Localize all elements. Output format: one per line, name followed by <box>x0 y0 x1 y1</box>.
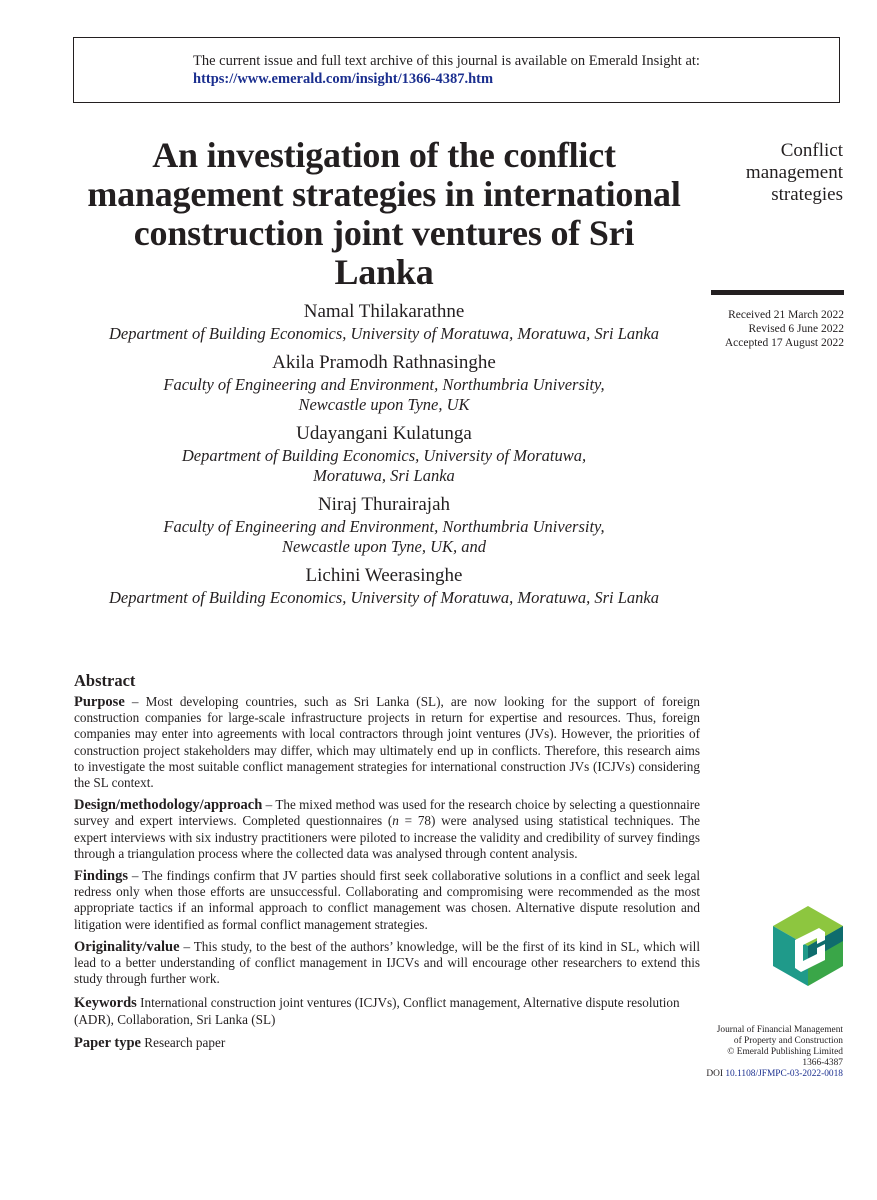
author-affiliation: Department of Building Economics, University of Moratuwa, Moratuwa, Sri Lanka <box>109 588 659 607</box>
author-affiliation: Faculty of Engineering and Environment, Northumbria University, <box>163 517 605 536</box>
header-rule <box>711 290 844 295</box>
author-affiliation: Department of Building Economics, University of Moratuwa, Moratuwa, Sri Lanka <box>109 324 659 343</box>
article-title: An investigation of the conflict management strategies in international construction joint ventures of Sri Lanka <box>87 135 681 292</box>
author-affiliation: Newcastle upon Tyne, UK <box>298 395 470 414</box>
author-block <box>70 351 698 415</box>
author-name: Niraj Thurairajah <box>317 494 451 515</box>
banner-text: The current issue and full text archive of this journal is available on Emerald Insight at: <box>193 53 700 69</box>
keywords-label: Keywords <box>74 995 137 1012</box>
abstract-findings <box>74 868 700 933</box>
author-block <box>70 422 698 486</box>
keywords <box>74 995 700 1027</box>
abstract-heading: Abstract <box>74 671 136 690</box>
abstract-originality <box>74 939 700 988</box>
design-text-continued: = 78) were analysed using statistical techniques. The expert interviews with six industry practitioners were piloted to increase the validity and credibility of survey findings through a triangulation process where the collected data was analysed through content analysis. <box>74 813 700 861</box>
author-name: Namal Thilakarathne <box>303 301 465 322</box>
keywords-text: International construction joint ventures (ICJVs), Conflict management, Alternative dispute resolution (ADR), Collaboration, Sri Lanka (SL) <box>74 995 680 1027</box>
author-affiliation: Faculty of Engineering and Environment, Northumbria University, <box>163 375 605 394</box>
author-block <box>70 300 698 344</box>
findings-label: Findings <box>74 868 128 885</box>
abstract-design <box>74 797 700 862</box>
design-text: – The mixed method was used for the research choice by selecting a questionnaire survey and expert interviews. Completed questionnaires ( <box>74 797 700 829</box>
purpose-label: Purpose <box>74 694 125 710</box>
author-name: Udayangani Kulatunga <box>296 423 472 444</box>
submission-dates <box>700 308 844 350</box>
abstract-purpose <box>74 694 700 791</box>
author-name: Akila Pramodh Rathnasinghe <box>272 352 496 373</box>
running-head-line: Conflict <box>780 140 843 161</box>
running-head-line: management <box>745 162 843 183</box>
paper-type-text: Research paper <box>141 1034 226 1050</box>
journal-url-link[interactable]: https://www.emerald.com/insight/1366-4387.htm <box>193 71 494 87</box>
journal-name-line: Journal of Financial Management <box>716 1025 843 1035</box>
running-head <box>700 140 843 206</box>
design-label: Design/methodology/approach <box>74 797 263 814</box>
originality-label: Originality/value <box>74 938 180 955</box>
doi-label: DOI <box>706 1069 724 1079</box>
author-affiliation: Newcastle upon Tyne, UK, and <box>281 537 487 556</box>
author-affiliation: Department of Building Economics, University of Moratuwa, <box>181 446 587 465</box>
author-affiliation: Moratuwa, Sri Lanka <box>313 466 455 485</box>
abstract-section <box>74 671 700 1057</box>
author-list <box>70 300 698 615</box>
crossmark-logo-icon <box>773 906 843 986</box>
availability-banner <box>73 37 840 103</box>
author-name: Lichini Weerasinghe <box>305 565 463 586</box>
running-head-line: strategies <box>771 184 843 205</box>
journal-name-line: of Property and Construction <box>733 1036 843 1046</box>
paper-type <box>74 1035 700 1051</box>
accepted-date: Accepted 17 August 2022 <box>724 337 844 349</box>
issn: 1366-4387 <box>802 1058 843 1068</box>
revised-date: Revised 6 June 2022 <box>748 323 844 335</box>
purpose-text: – Most developing countries, such as Sri Lanka (SL), are now looking for the support of foreign construction companies for large-scale infrastructure projects in return for expertise and resources. Thus, foreign companies may enter into agreements with local contractors through joint ventures (JVs). However, the priorities of construction project stakeholders may differ, which may ultimately end up in conflicts. Therefore, this research aims to investigate the most suitable conflict management strategies for international construction JVs (ICJVs) considering the SL context. <box>74 694 700 791</box>
author-block <box>70 564 698 608</box>
received-date: Received 21 March 2022 <box>728 309 844 321</box>
copyright-line: © Emerald Publishing Limited <box>727 1047 843 1057</box>
doi-line <box>700 1069 843 1080</box>
originality-text: – This study, to the best of the authors’ knowledge, will be the first of its kind in SL, which will lead to a better understanding of conflict management in IJCVs and will encourage other researchers to extend this study through further work. <box>74 938 700 987</box>
doi-link[interactable]: 10.1108/JFMPC-03-2022-0018 <box>725 1069 843 1079</box>
journal-meta <box>700 1025 843 1080</box>
author-block <box>70 493 698 557</box>
sample-size-symbol: n <box>392 813 399 829</box>
paper-type-label: Paper type <box>74 1034 141 1051</box>
findings-text: – The findings confirm that JV parties should first seek collaborative solutions in a conflict and seek legal redress only when those efforts are unsuccessful. Collaborating and compromising were recommended as the most appropriate tactics if an informal approach to conflict management was chosen. Alternative dispute resolution and litigation were identified as formal conflict management strategies. <box>74 868 700 932</box>
